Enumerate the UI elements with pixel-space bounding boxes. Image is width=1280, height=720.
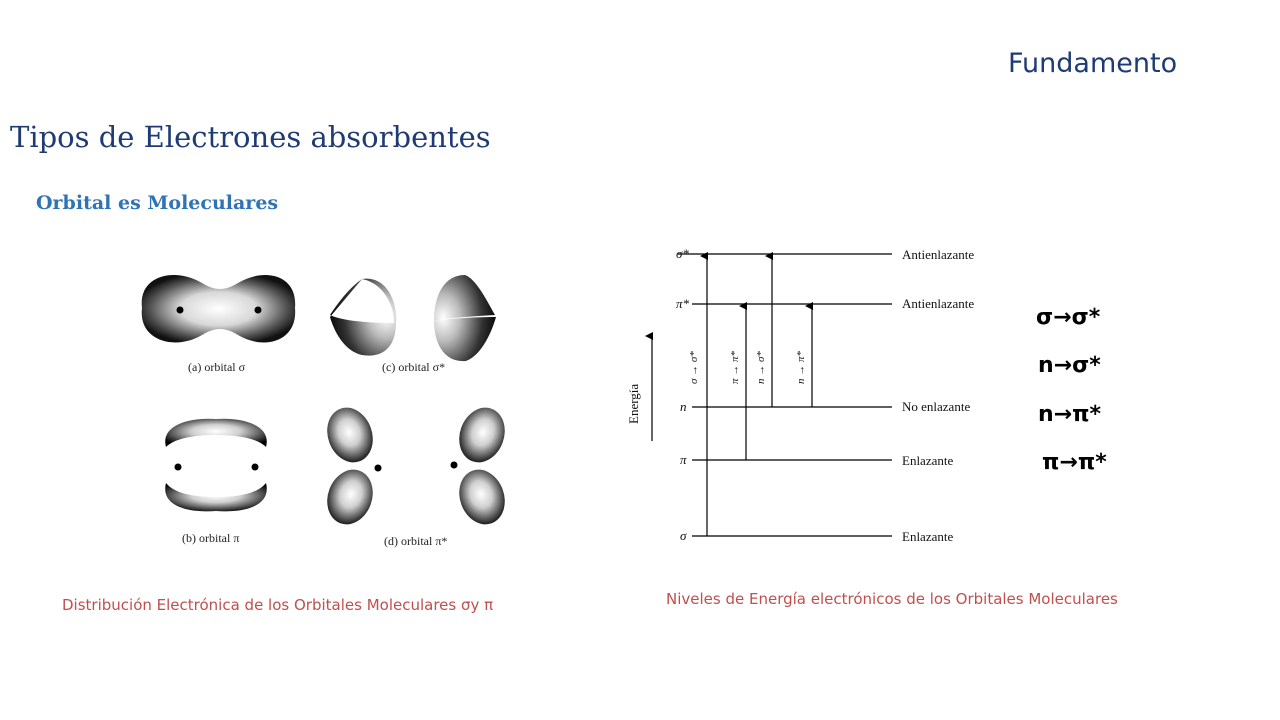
transition-label-pi-pi-star: π → π* — [729, 350, 741, 384]
transition-item-n-sigma-star: n→σ* — [1038, 353, 1101, 378]
energy-level-diagram — [620, 236, 1000, 556]
transition-list — [1030, 296, 1140, 476]
sigma-orbital-shape — [142, 275, 295, 342]
transition-label-n-sigma-star: n → σ* — [755, 351, 767, 384]
orbital-label-c: (c) orbital σ* — [382, 360, 446, 374]
level-symbol-sigma: σ — [680, 528, 687, 543]
level-symbol-pi: π — [680, 452, 687, 467]
orbital-label-b: (b) orbital π — [182, 531, 240, 545]
pi-star-orbital-shape — [320, 401, 510, 531]
level-label-pi: Enlazante — [902, 453, 954, 468]
level-label-sigma-star: Antienlazante — [902, 247, 975, 262]
orbitals-caption: Distribución Electrónica de los Orbitales Moleculares σy π — [62, 596, 494, 614]
orbital-label-d: (d) orbital π* — [384, 534, 448, 548]
orbital-label-a: (a) orbital σ — [188, 360, 246, 374]
transition-item-n-pi-star: n→π* — [1038, 402, 1102, 427]
orbitals-figure — [130, 255, 510, 555]
sigma-star-orbital-shape — [330, 275, 496, 361]
pi-orbital-shape — [165, 419, 267, 512]
energy-axis-label: Energía — [626, 383, 641, 424]
page-title: Tipos de Electrones absorbentes — [10, 120, 491, 154]
energy-levels-caption: Niveles de Energía electrónicos de los Orbitales Moleculares — [666, 590, 1118, 608]
level-label-sigma: Enlazante — [902, 529, 954, 544]
transition-item-sigma-sigma-star: σ→σ* — [1036, 305, 1101, 330]
level-symbol-n: n — [680, 399, 687, 414]
level-label-pi-star: Antienlazante — [902, 296, 975, 311]
level-label-n: No enlazante — [902, 399, 971, 414]
transition-item-pi-pi-star: π→π* — [1042, 450, 1107, 475]
page-header-title: Fundamento — [1008, 48, 1178, 79]
level-symbol-sigma-star: σ* — [676, 246, 689, 261]
level-symbol-pi-star: π* — [676, 296, 690, 311]
transition-label-sigma-sigma-star: σ → σ* — [688, 351, 700, 384]
section-subtitle: Orbital es Moleculares — [36, 192, 279, 214]
transition-label-n-pi-star: n → π* — [795, 350, 807, 384]
